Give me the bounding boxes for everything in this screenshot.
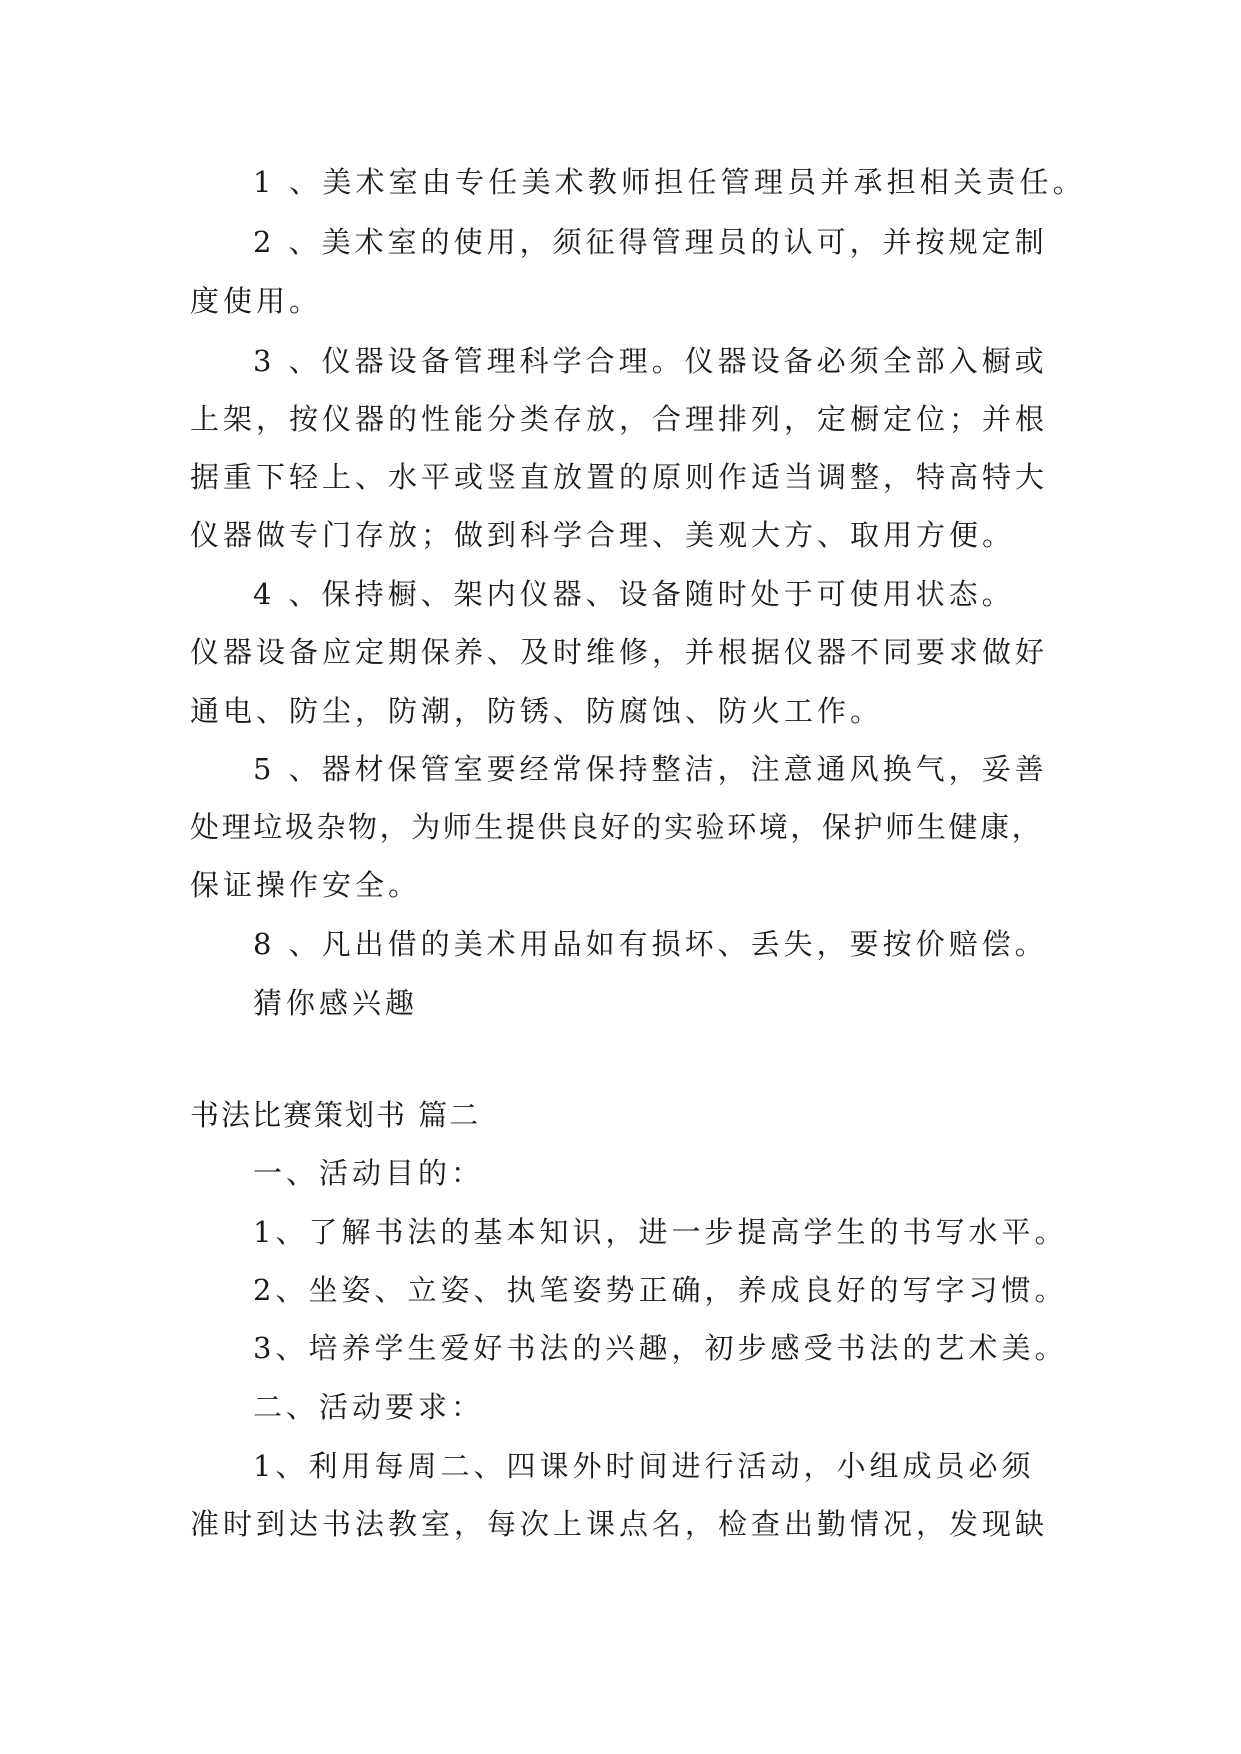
paragraph-line: 据重下轻上、水平或竖直放置的原则作适当调整，特高特大 bbox=[190, 460, 1049, 494]
paragraph-line: 仪器设备应定期保养、及时维修，并根据仪器不同要求做好 bbox=[190, 635, 1049, 669]
paragraph-line: 度使用。 bbox=[190, 284, 323, 318]
section-heading: 书法比赛策划书 篇二 bbox=[190, 1098, 481, 1132]
paragraph-line: 8 、凡出借的美术用品如有损坏、丢失，要按价赔偿。 bbox=[253, 927, 1048, 961]
related-link-label: 猜你感兴趣 bbox=[253, 986, 419, 1020]
paragraph-line: 处理垃圾杂物，为师生提供良好的实验环境，保护师生健康， bbox=[190, 810, 1044, 844]
paragraph-line: 准时到达书法教室，每次上课点名，检查出勤情况，发现缺 bbox=[190, 1507, 1049, 1541]
paragraph-line: 2、坐姿、立姿、执笔姿势正确，养成良好的写字习惯。 bbox=[253, 1273, 1068, 1307]
paragraph-line: 1、利用每周二、四课外时间进行活动，小组成员必须 bbox=[253, 1449, 1035, 1483]
paragraph-line: 4 、保持橱、架内仪器、设备随时处于可使用状态。 bbox=[253, 577, 1015, 611]
paragraph-line: 3、培养学生爱好书法的兴趣，初步感受书法的艺术美。 bbox=[253, 1331, 1068, 1365]
subsection-heading: 二、活动要求： bbox=[253, 1390, 485, 1424]
paragraph-line: 1 、美术室由专任美术教师担任管理员并承担相关责任。 bbox=[253, 165, 1086, 199]
paragraph-line: 5 、器材保管室要经常保持整洁，注意通风换气，妥善 bbox=[253, 752, 1048, 786]
paragraph-line: 1、了解书法的基本知识，进一步提高学生的书写水平。 bbox=[253, 1215, 1068, 1249]
paragraph-line: 3 、仪器设备管理科学合理。仪器设备必须全部入橱或 bbox=[253, 344, 1048, 378]
paragraph-line: 通电、防尘，防潮，防锈、防腐蚀、防火工作。 bbox=[190, 694, 884, 728]
paragraph-line: 仪器做专门存放；做到科学合理、美观大方、取用方便。 bbox=[190, 518, 1016, 552]
subsection-heading: 一、活动目的： bbox=[253, 1156, 485, 1190]
paragraph-line: 2 、美术室的使用，须征得管理员的认可，并按规定制 bbox=[253, 225, 1048, 259]
paragraph-line: 保证操作安全。 bbox=[190, 868, 422, 902]
paragraph-line: 上架，按仪器的性能分类存放，合理排列，定橱定位；并根 bbox=[190, 402, 1049, 436]
